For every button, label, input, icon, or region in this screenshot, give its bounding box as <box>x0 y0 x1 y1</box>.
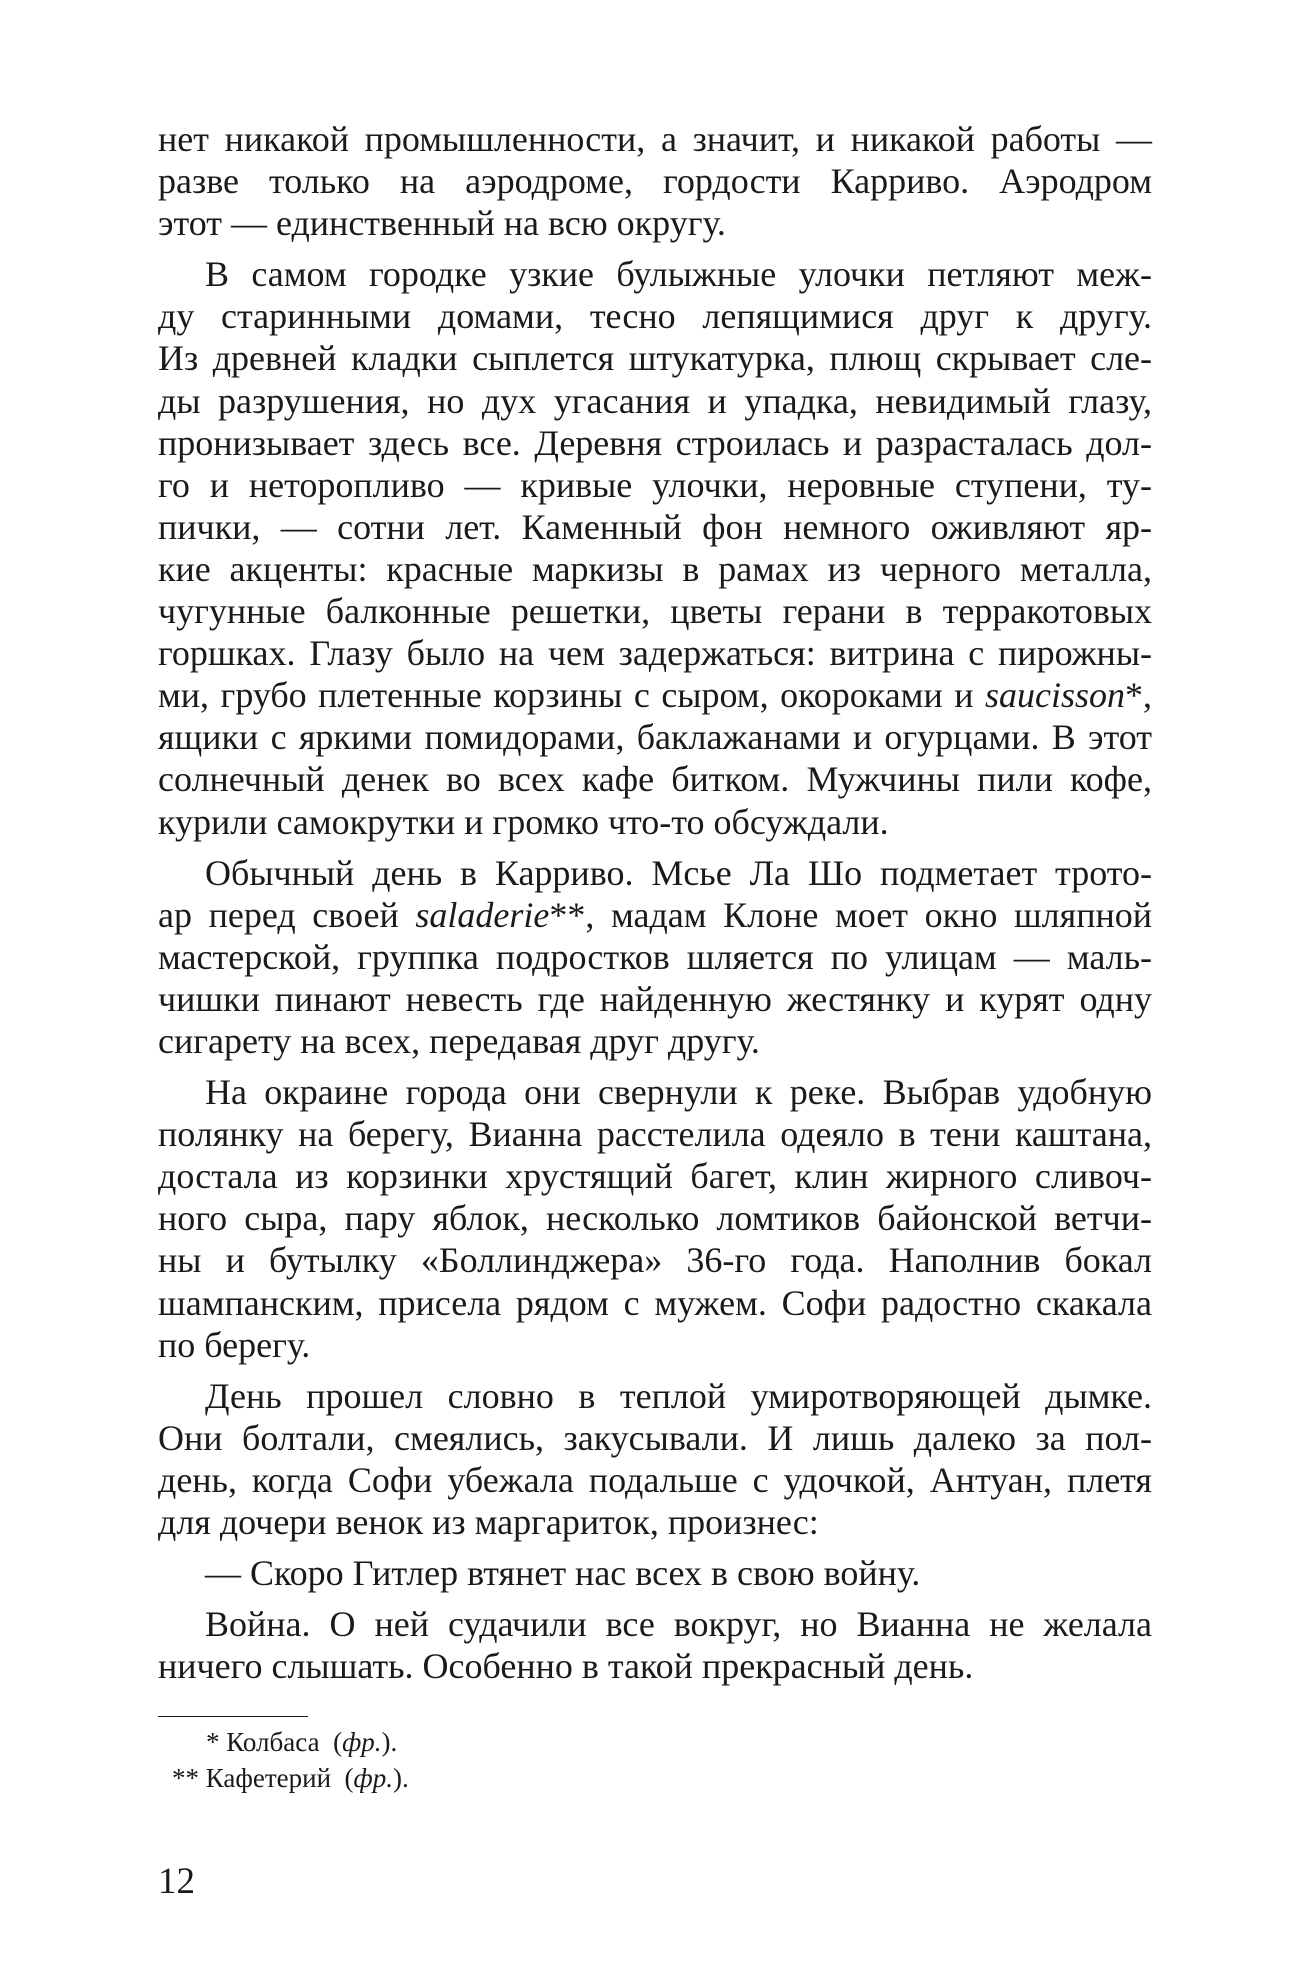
text-line: Обычный день в Карриво. Мсье Ла Шо подметает трото- <box>205 852 1152 893</box>
text-line: достала из корзинки хрустящий багет, клин жирного сливоч- <box>158 1156 1152 1197</box>
footnote-1: * Колбаса (фр.). <box>206 1727 398 1757</box>
text-line: На окраине города они свернули к реке. Выбрав удобную <box>205 1072 1152 1113</box>
paragraph-2 <box>158 253 1152 842</box>
text-line: пронизывает здесь все. Деревня строилась и разрасталась дол- <box>158 422 1152 463</box>
text-line: сигарету на всех, передавая друг другу. <box>158 1020 760 1061</box>
text-line: этот — единственный на всю округу. <box>158 203 726 244</box>
text-line: курили самокрутки и громко что-то обсуждали. <box>158 801 889 842</box>
text-line: для дочери венок из маргариток, произнес: <box>158 1502 819 1542</box>
footnote-2: ** Кафетерий (фр.). <box>172 1763 409 1793</box>
text-line: ды разрушения, но дух угасания и упадка, невидимый глазу, <box>158 380 1152 421</box>
text-line: горшках. Глазу было на чем задержаться: витрина с пирожны- <box>158 633 1152 674</box>
italic-term: saladerie <box>415 894 550 935</box>
italic-term: saucisson <box>984 675 1125 716</box>
text-line: разве только на аэродроме, гордости Карриво. Аэродром <box>158 161 1152 202</box>
text-line: — Скоро Гитлер втянет нас всех в свою войну. <box>205 1553 921 1594</box>
footnote-language: фр. <box>353 1763 393 1793</box>
text-line-with-italic: ар перед своей saladerie**, мадам Клоне моет окно шляпной <box>158 894 1152 935</box>
dialogue-line <box>158 1552 1152 1594</box>
text-line: Из древней кладки сыплется штукатурка, плющ скрывает сле- <box>158 338 1152 379</box>
text-line: чишки пинают невесть где найденную жестянку и курят одну <box>158 978 1152 1019</box>
text-line: го и неторопливо — кривые улочки, неровные ступени, ту- <box>158 464 1152 505</box>
text-line: мастерской, группка подростков шляется по улицам — маль- <box>158 936 1152 977</box>
text-line: Война. О ней судачили все вокруг, но Вианна не желала <box>205 1604 1152 1645</box>
text-line: солнечный денек во всех кафе битком. Мужчины пили кофе, <box>158 759 1152 800</box>
paragraph-5 <box>158 1375 1152 1543</box>
footnote-text: Колбаса <box>226 1727 320 1757</box>
page-number: 12 <box>158 1861 195 1902</box>
paragraph-7 <box>158 1603 1152 1687</box>
text-line: ного сыра, пару яблок, несколько ломтиков байонской ветчи- <box>158 1198 1152 1239</box>
text-line: пички, — сотни лет. Каменный фон немного оживляют яр- <box>158 506 1152 547</box>
text-line: ду старинными домами, тесно лепящимися друг к другу. <box>158 296 1152 337</box>
text-line: чугунные балконные решетки, цветы герани в терракотовых <box>158 591 1152 632</box>
main-text <box>158 118 1152 1687</box>
footnote-divider <box>158 1716 308 1717</box>
text-line: шампанским, присела рядом с мужем. Софи радостно скакала <box>158 1282 1152 1323</box>
text-line: В самом городке узкие булыжные улочки петляют меж- <box>205 254 1152 295</box>
text-line: по берегу. <box>158 1324 311 1365</box>
text-line: День прошел словно в теплой умиротворяющей дымке. <box>205 1375 1152 1416</box>
paragraph-1 <box>158 118 1152 244</box>
paragraph-4 <box>158 1071 1152 1366</box>
text-line: нет никакой промышленности, а значит, и никакой работы — <box>158 119 1152 159</box>
text-line: ящики с яркими помидорами, баклажанами и огурцами. В этот <box>158 717 1152 758</box>
text-line: Они болтали, смеялись, закусывали. И лишь далеко за пол- <box>158 1417 1152 1458</box>
footnote-language: фр. <box>342 1727 382 1757</box>
text-line: день, когда Софи убежала подальше с удочкой, Антуан, плетя <box>158 1459 1152 1500</box>
footnote-marker: ** <box>172 1763 199 1793</box>
paragraph-3 <box>158 852 1152 1062</box>
text-line: ны и бутылку «Боллинджера» 36-го года. Наполнив бокал <box>158 1240 1152 1281</box>
footnote-marker: * <box>206 1727 220 1757</box>
text-line: ничего слышать. Особенно в такой прекрасный день. <box>158 1646 974 1687</box>
text-line: полянку на берегу, Вианна расстелила одеяло в тени каштана, <box>158 1114 1152 1155</box>
footnote-text: Кафетерий <box>205 1763 332 1793</box>
text-line-with-italic: ми, грубо плетенные корзины с сыром, окороками и saucisson*, <box>158 675 1152 716</box>
footnotes <box>158 1724 409 1796</box>
text-line: кие акценты: красные маркизы в рамах из черного металла, <box>158 548 1152 589</box>
